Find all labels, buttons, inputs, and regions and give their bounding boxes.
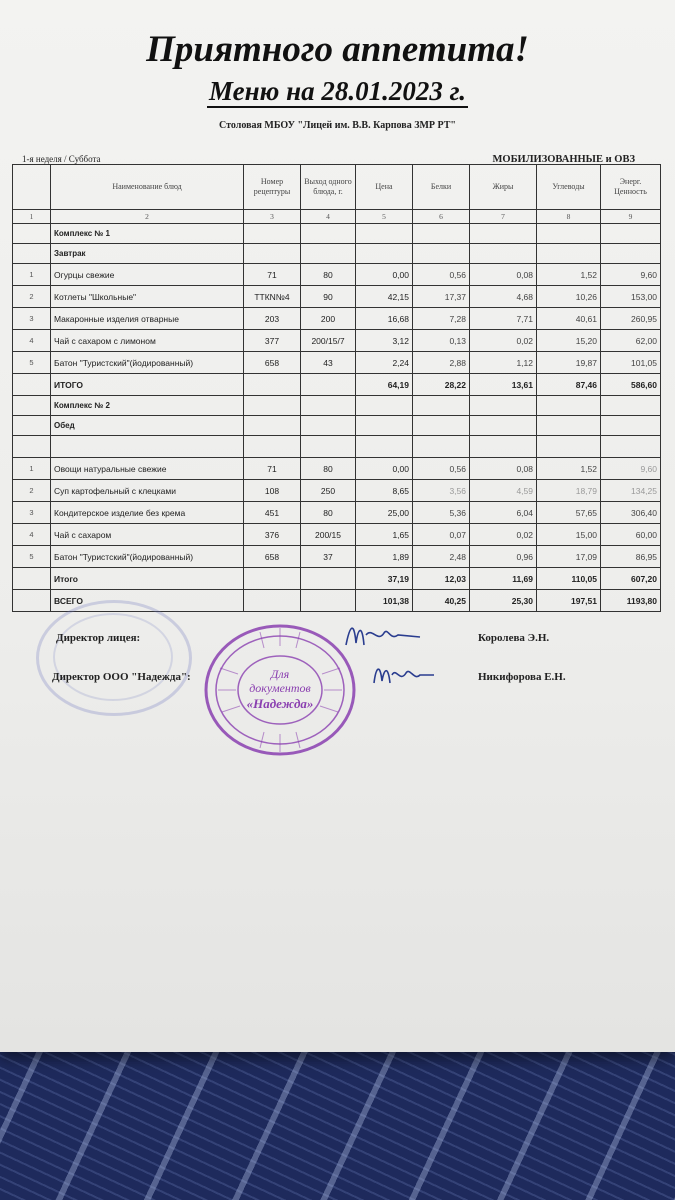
dish-name: Батон "Туристский"(йодированный)	[51, 546, 244, 568]
carbs: 40,61	[537, 308, 601, 330]
complex-title-row	[13, 224, 661, 244]
total-label: Итого	[51, 568, 244, 590]
energy: 153,00	[601, 286, 661, 308]
dish-name: Чай с сахаром с лимоном	[51, 330, 244, 352]
table-row	[13, 502, 661, 524]
protein: 0,56	[413, 458, 470, 480]
stamp-line-3: «Надежда»	[246, 696, 314, 711]
price: 3,12	[356, 330, 413, 352]
protein: 17,37	[413, 286, 470, 308]
dish-name: Суп картофельный с клецками	[51, 480, 244, 502]
portion-weight: 90	[301, 286, 356, 308]
portion-weight: 200/15/7	[301, 330, 356, 352]
total-fat: 11,69	[470, 568, 537, 590]
carbs: 1,52	[537, 458, 601, 480]
week-day-label: 1-я неделя / Суббота	[22, 154, 101, 164]
portion-weight: 43	[301, 352, 356, 374]
recipe-number: 203	[244, 308, 301, 330]
dish-name: Огурцы свежие	[51, 264, 244, 286]
grand-total-energy: 1193,80	[601, 590, 661, 612]
fat: 0,96	[470, 546, 537, 568]
row-index: 3	[13, 308, 51, 330]
col-number: 9	[601, 210, 661, 224]
signature-company-icon	[368, 657, 448, 693]
protein: 0,07	[413, 524, 470, 546]
row-index: 1	[13, 458, 51, 480]
price: 2,24	[356, 352, 413, 374]
col-number: 1	[13, 210, 51, 224]
header-index	[13, 165, 51, 210]
blank-row	[13, 436, 661, 458]
portion-weight: 80	[301, 264, 356, 286]
total-carbs: 87,46	[537, 374, 601, 396]
price: 16,68	[356, 308, 413, 330]
complex-title: Комплекс № 2	[51, 396, 244, 416]
row-index: 5	[13, 352, 51, 374]
carbs: 15,20	[537, 330, 601, 352]
dish-name: Кондитерское изделие без крема	[51, 502, 244, 524]
company-stamp	[200, 620, 360, 760]
complex-title: Комплекс № 1	[51, 224, 244, 244]
price: 1,89	[356, 546, 413, 568]
carbs: 18,79	[537, 480, 601, 502]
protein: 7,28	[413, 308, 470, 330]
fat: 0,08	[470, 264, 537, 286]
price: 42,15	[356, 286, 413, 308]
carbs: 19,87	[537, 352, 601, 374]
protein: 2,48	[413, 546, 470, 568]
protein: 2,88	[413, 352, 470, 374]
price: 0,00	[356, 458, 413, 480]
energy: 260,95	[601, 308, 661, 330]
portion-weight: 200/15	[301, 524, 356, 546]
table-row	[13, 264, 661, 286]
energy: 9,60	[601, 264, 661, 286]
fat: 0,02	[470, 524, 537, 546]
round-stamp-faint	[36, 600, 192, 716]
recipe-number: 658	[244, 352, 301, 374]
table-row	[13, 524, 661, 546]
protein: 0,56	[413, 264, 470, 286]
dish-name: Батон "Туристский"(йодированный)	[51, 352, 244, 374]
fabric-background	[0, 1040, 675, 1200]
header-protein: Белки	[413, 165, 470, 210]
total-row	[13, 374, 661, 396]
total-protein: 12,03	[413, 568, 470, 590]
total-row	[13, 568, 661, 590]
total-label: ИТОГО	[51, 374, 244, 396]
protein: 5,36	[413, 502, 470, 524]
fat: 1,12	[470, 352, 537, 374]
energy: 62,00	[601, 330, 661, 352]
row-index: 3	[13, 502, 51, 524]
energy: 86,95	[601, 546, 661, 568]
total-energy: 607,20	[601, 568, 661, 590]
energy: 306,40	[601, 502, 661, 524]
table-row	[13, 286, 661, 308]
complex-title-row	[13, 396, 661, 416]
energy: 60,00	[601, 524, 661, 546]
price: 25,00	[356, 502, 413, 524]
carbs: 1,52	[537, 264, 601, 286]
carbs: 17,09	[537, 546, 601, 568]
menu-date-heading	[0, 76, 675, 107]
fat: 0,08	[470, 458, 537, 480]
total-price: 37,19	[356, 568, 413, 590]
price: 1,65	[356, 524, 413, 546]
header-recipe: Номер рецептуры	[244, 165, 301, 210]
dish-name: Котлеты "Школьные"	[51, 286, 244, 308]
signature-lyceum-icon	[340, 615, 430, 655]
grand-total-price: 101,38	[356, 590, 413, 612]
col-number: 6	[413, 210, 470, 224]
recipe-number: 71	[244, 264, 301, 286]
carbs: 57,65	[537, 502, 601, 524]
protein: 3,56	[413, 480, 470, 502]
header-dish-name: Наименование блюд	[51, 165, 244, 210]
total-price: 64,19	[356, 374, 413, 396]
fat: 7,71	[470, 308, 537, 330]
recipe-number: 658	[244, 546, 301, 568]
col-number: 4	[301, 210, 356, 224]
row-index: 4	[13, 524, 51, 546]
recipe-number: 451	[244, 502, 301, 524]
recipe-number: 376	[244, 524, 301, 546]
meal-title-row	[13, 416, 661, 436]
fat: 4,59	[470, 480, 537, 502]
dish-name: Овощи натуральные свежие	[51, 458, 244, 480]
director-company-label: Директор ООО "Надежда":	[52, 671, 191, 683]
total-fat: 13,61	[470, 374, 537, 396]
portion-weight: 80	[301, 502, 356, 524]
page-title: Приятного аппетита!	[146, 29, 529, 70]
grand-total-carbs: 197,51	[537, 590, 601, 612]
recipe-number: 108	[244, 480, 301, 502]
total-carbs: 110,05	[537, 568, 601, 590]
meal-title: Завтрак	[51, 244, 244, 264]
organization-name: Столовая МБОУ "Лицей им. В.В. Карпова ЗМР РТ"	[219, 120, 456, 131]
portion-weight: 37	[301, 546, 356, 568]
grand-total-protein: 40,25	[413, 590, 470, 612]
portion-weight: 200	[301, 308, 356, 330]
meal-title-row	[13, 244, 661, 264]
recipe-number: 377	[244, 330, 301, 352]
fat: 0,02	[470, 330, 537, 352]
recipe-number: ТТКN№4	[244, 286, 301, 308]
table-row	[13, 352, 661, 374]
meal-title: Обед	[51, 416, 244, 436]
recipe-number: 71	[244, 458, 301, 480]
stamp-line-2: документов	[249, 681, 311, 695]
fat: 4,68	[470, 286, 537, 308]
col-number: 5	[356, 210, 413, 224]
table-row	[13, 330, 661, 352]
col-number: 3	[244, 210, 301, 224]
price: 8,65	[356, 480, 413, 502]
stamp-line-1: Для	[270, 667, 290, 681]
carbs: 15,00	[537, 524, 601, 546]
table-row	[13, 308, 661, 330]
col-number: 8	[537, 210, 601, 224]
row-index: 2	[13, 286, 51, 308]
total-energy: 586,60	[601, 374, 661, 396]
table-header-row	[13, 165, 661, 210]
energy: 101,05	[601, 352, 661, 374]
header-energy: Энерг. Ценность	[601, 165, 661, 210]
row-index: 4	[13, 330, 51, 352]
header-price: Цена	[356, 165, 413, 210]
director-company-name: Никифорова Е.Н.	[478, 671, 566, 683]
energy: 134,25	[601, 480, 661, 502]
column-number-row	[13, 210, 661, 224]
energy: 9,60	[601, 458, 661, 480]
col-number: 7	[470, 210, 537, 224]
row-index: 1	[13, 264, 51, 286]
col-number: 2	[51, 210, 244, 224]
director-lyceum-name: Королева Э.Н.	[478, 632, 550, 644]
protein: 0,13	[413, 330, 470, 352]
fat: 6,04	[470, 502, 537, 524]
dish-name: Чай с сахаром	[51, 524, 244, 546]
header-carbs: Углеводы	[537, 165, 601, 210]
director-lyceum-label: Директор лицея:	[56, 632, 141, 644]
header-fat: Жиры	[470, 165, 537, 210]
menu-table	[12, 164, 661, 612]
dish-name: Макаронные изделия отварные	[51, 308, 244, 330]
portion-weight: 80	[301, 458, 356, 480]
table-row	[13, 546, 661, 568]
carbs: 10,26	[537, 286, 601, 308]
row-index: 2	[13, 480, 51, 502]
category-label: МОБИЛИЗОВАННЫЕ и ОВЗ	[492, 154, 635, 165]
price: 0,00	[356, 264, 413, 286]
table-row	[13, 458, 661, 480]
grand-total-fat: 25,30	[470, 590, 537, 612]
table-row	[13, 480, 661, 502]
row-index: 5	[13, 546, 51, 568]
grand-total-label: ВСЕГО	[51, 590, 244, 612]
menu-date-text: Меню на 28.01.2023 г.	[209, 76, 466, 106]
header-weight: Выход одного блюда, г.	[301, 165, 356, 210]
total-protein: 28,22	[413, 374, 470, 396]
portion-weight: 250	[301, 480, 356, 502]
